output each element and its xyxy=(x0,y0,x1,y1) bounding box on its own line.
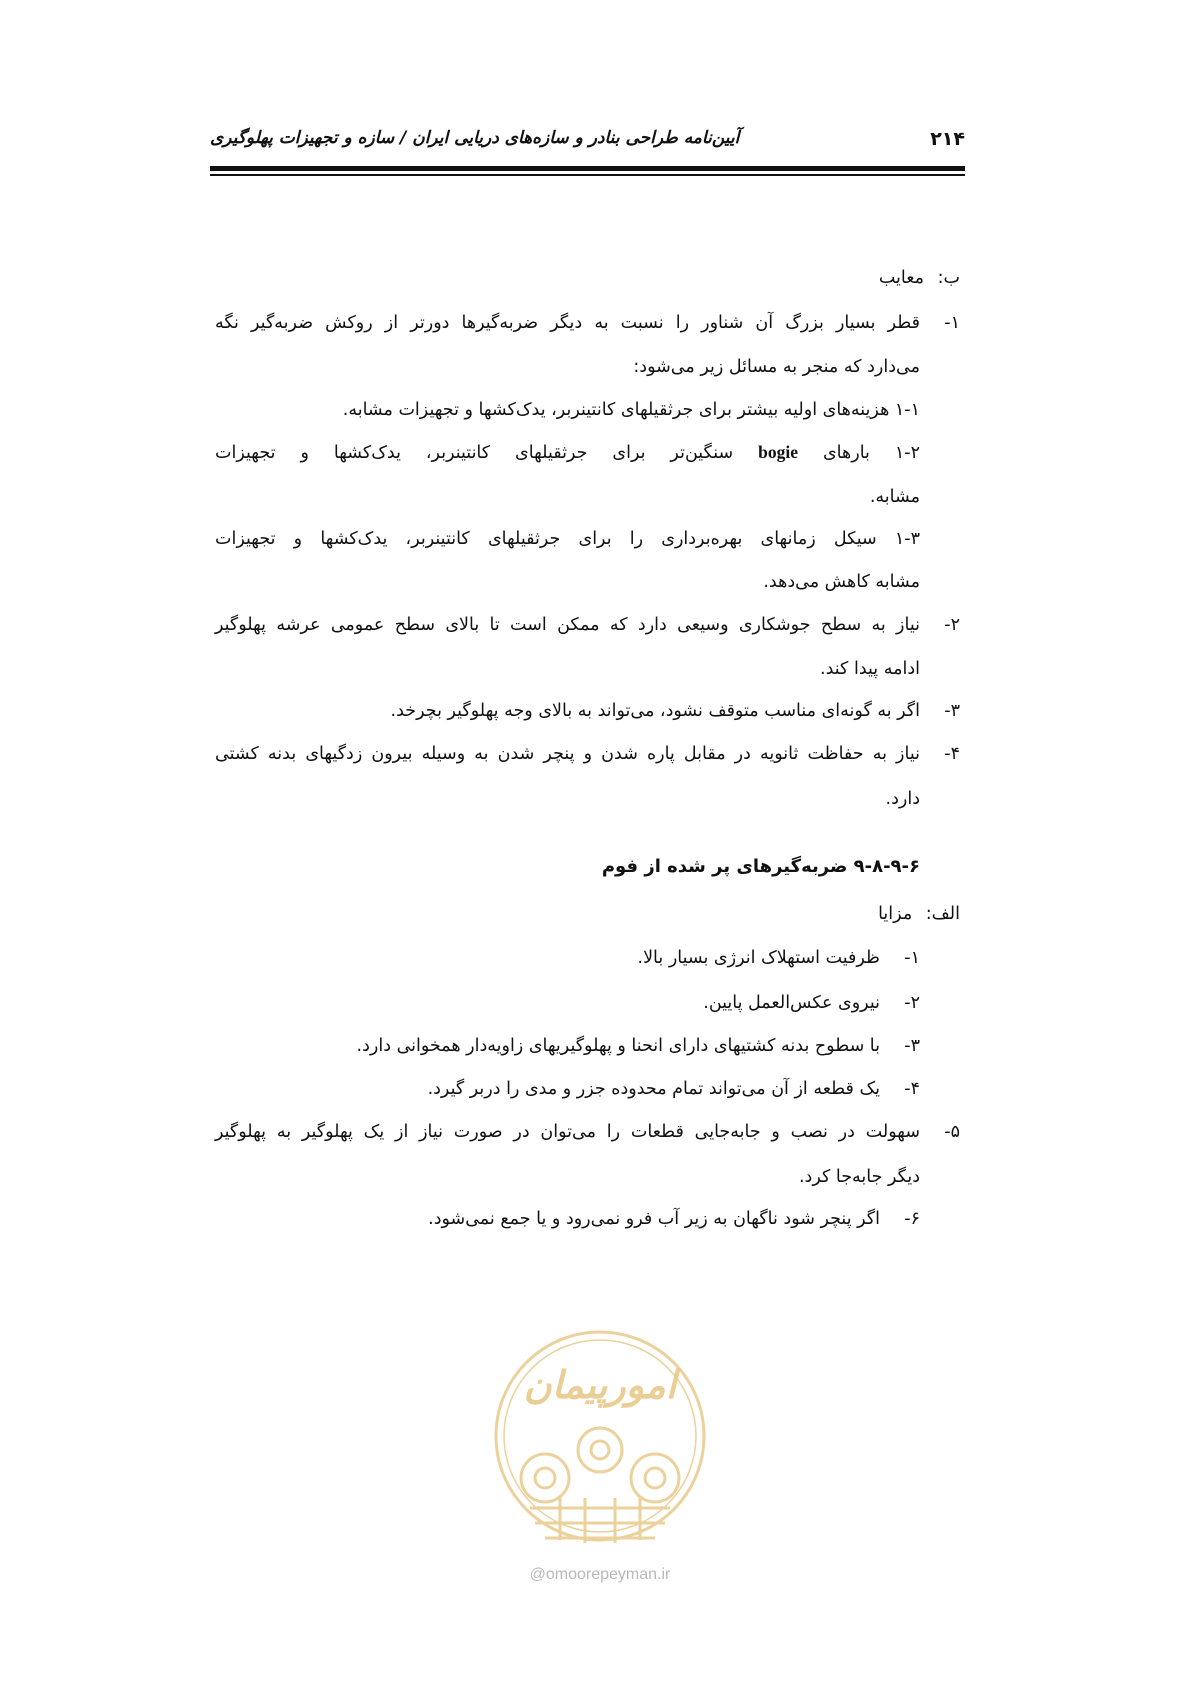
sub-item-text: ۱-۳ سیکل زمانهای بهره‌برداری را برای جرثقیلهای کانتینربر، یدک‌کشها و تجهیزات xyxy=(215,529,920,549)
list-item-text: اگر پنچر شود ناگهان به زیر آب فرو نمی‌رود و یا جمع نمی‌شود. xyxy=(428,1209,880,1229)
list-item-text: نیاز به حفاظت ثانویه در مقابل پاره شدن و پنچر شدن به وسیله بیرون زدگیهای بدنه کشتی xyxy=(215,744,920,764)
item-number: ۴- xyxy=(944,744,960,764)
bogie-term: bogie xyxy=(758,442,799,462)
sub-item-text: ۱-۱ هزینه‌های اولیه بیشتر برای جرثقیلهای کانتینربر، یدک‌کشها و تجهیزات مشابه. xyxy=(342,400,920,420)
header-rule-thin xyxy=(210,174,965,176)
watermark-logo-text: امورپیمان xyxy=(523,1362,677,1407)
sub-item-fragment: ۱-۲ بارهای xyxy=(822,443,920,463)
list-item-text: می‌دارد که منجر به مسائل زیر می‌شود: xyxy=(633,357,920,377)
sub-item-text: مشابه. xyxy=(869,487,920,507)
disadvantages-heading: معایب xyxy=(878,268,925,288)
advantages-heading: مزایا xyxy=(878,904,913,924)
item-number: ۴- xyxy=(904,1079,920,1099)
advantages-label: الف: xyxy=(925,904,960,924)
list-item-text: ادامه پیدا کند. xyxy=(820,659,920,679)
running-title: آیین‌نامه طراحی بنادر و سازه‌های دریایی ایران / سازه و تجهیزات پهلوگیری xyxy=(210,128,740,148)
item-number: ۱- xyxy=(904,948,920,968)
list-item-text: دیگر جابه‌جا کرد. xyxy=(798,1167,920,1187)
section-heading: ۹-۸-۹-۶ ضربه‌گیرهای پر شده از فوم xyxy=(601,856,920,877)
disadvantages-label: ب: xyxy=(937,268,960,288)
running-header xyxy=(210,128,965,158)
header-rule-thick xyxy=(210,166,965,171)
disadvantages-heading-row xyxy=(879,268,960,289)
item-number: ۲- xyxy=(904,993,920,1013)
list-item-text: با سطوح بدنه کشتیهای دارای انحنا و پهلوگیریهای زاویه‌دار همخوانی دارد. xyxy=(356,1036,880,1056)
list-item-text: سهولت در نصب و جابه‌جایی قطعات را می‌توان در صورت نیاز از یک پهلوگیر به پهلوگیر xyxy=(215,1122,920,1142)
watermark-logo-icon xyxy=(490,1318,710,1558)
list-item-text: یک قطعه از آن می‌تواند تمام محدوده جزر و مدی را دربر گیرد. xyxy=(427,1079,880,1099)
list-item-text: نیروی عکس‌العمل پایین. xyxy=(703,993,880,1013)
advantages-heading-row xyxy=(878,904,960,925)
sub-item-text xyxy=(215,442,920,464)
list-item-text: نیاز به سطح جوشکاری وسیعی دارد که ممکن است تا بالای سطح عمومی عرشه پهلوگیر xyxy=(215,615,920,635)
list-item-text: اگر به گونه‌ای مناسب متوقف نشود، می‌تواند به بالای وجه پهلوگیر بچرخد. xyxy=(390,701,920,721)
item-number: ۲- xyxy=(944,615,960,635)
watermark-site: @omoorepeyman.ir xyxy=(529,1566,671,1583)
sub-item-text: مشابه کاهش می‌دهد. xyxy=(763,572,920,592)
sub-item-fragment: سنگین‌تر برای جرثقیلهای کانتینربر، یدک‌کشها و تجهیزات xyxy=(215,443,734,463)
list-item-text: دارد. xyxy=(885,789,920,809)
item-number: ۶- xyxy=(904,1209,920,1229)
item-number: ۵- xyxy=(944,1122,960,1142)
watermark xyxy=(490,1318,710,1586)
item-number: ۳- xyxy=(904,1036,920,1056)
item-number: ۳- xyxy=(944,701,960,721)
page-number: ۲۱۴ xyxy=(930,128,965,150)
list-item-text: قطر بسیار بزرگ آن شناور را نسبت به دیگر ضربه‌گیرها دورتر از روکش ضربه‌گیر نگه xyxy=(215,313,920,333)
list-item-text: ظرفیت استهلاک انرژی بسیار بالا. xyxy=(637,948,880,968)
item-number: ۱- xyxy=(944,313,960,333)
